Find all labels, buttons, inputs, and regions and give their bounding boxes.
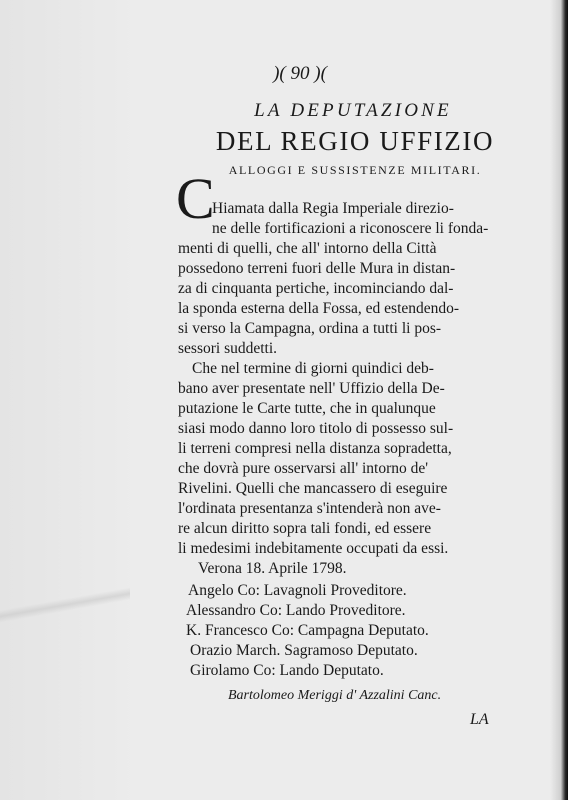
body-line: l'ordinata presentanza s'intenderà non ave- bbox=[178, 500, 441, 517]
body-line: Hiamata dalla Regia Imperiale direzio- bbox=[212, 200, 454, 217]
paper-shading-left bbox=[0, 0, 140, 800]
paper-binding-edge bbox=[550, 0, 568, 800]
body-line: menti di quelli, che all' intorno della Città bbox=[178, 240, 437, 257]
body-line: putazione le Carte tutte, che in qualunque bbox=[178, 400, 436, 417]
body-line: ne delle fortificazioni a riconoscere li fonda- bbox=[212, 220, 489, 237]
body-line: si verso la Campagna, ordina a tutti li pos- bbox=[178, 320, 442, 337]
drop-cap: C bbox=[176, 166, 215, 231]
signatory: K. Francesco Co: Campagna Deputato. bbox=[186, 622, 429, 639]
body-line: bano aver presentate nell' Uffizio della De- bbox=[178, 380, 445, 397]
catchword: LA bbox=[470, 711, 489, 728]
date-line: Verona 18. Aprile 1798. bbox=[198, 560, 347, 577]
body-line: Che nel termine di giorni quindici deb- bbox=[192, 360, 434, 377]
paper-crease bbox=[0, 585, 130, 625]
heading-del-regio-uffizio: DEL REGIO UFFIZIO bbox=[215, 126, 495, 156]
body-line: re alcun diritto sopra tali fondi, ed essere bbox=[178, 520, 432, 537]
body-line: li terreni compresi nella distanza sopradetta, bbox=[178, 440, 452, 457]
body-line: za di cinquanta pertiche, incominciando dal- bbox=[178, 280, 454, 297]
body-line: possedono terreni fuori delle Mura in distan- bbox=[178, 260, 456, 277]
signatory: Angelo Co: Lavagnoli Proveditore. bbox=[188, 582, 407, 599]
heading-la-deputazione: LA DEPUTAZIONE bbox=[254, 100, 452, 121]
body-line: Rivelini. Quelli che mancassero di eseguire bbox=[178, 480, 448, 497]
heading-alloggi: ALLOGGI E SUSSISTENZE MILITARI. bbox=[228, 163, 482, 177]
page-number: )( 90 )( bbox=[273, 63, 327, 84]
body-line: che dovrà pure osservarsi all' intorno de' bbox=[178, 460, 429, 477]
signatory: Girolamo Co: Lando Deputato. bbox=[190, 662, 384, 679]
signatory: Orazio March. Sagramoso Deputato. bbox=[190, 642, 418, 659]
body-line: la sponda esterna della Fossa, ed estendendo- bbox=[178, 300, 460, 317]
body-line: siasi modo danno loro titolo di possesso sul- bbox=[178, 420, 454, 437]
signatory: Alessandro Co: Lando Proveditore. bbox=[186, 602, 406, 619]
chancellor-signature: Bartolomeo Meriggi d' Azzalini Canc. bbox=[228, 688, 442, 703]
body-line: li medesimi indebitamente occupati da essi. bbox=[178, 540, 449, 557]
body-line: sessori suddetti. bbox=[178, 340, 278, 357]
